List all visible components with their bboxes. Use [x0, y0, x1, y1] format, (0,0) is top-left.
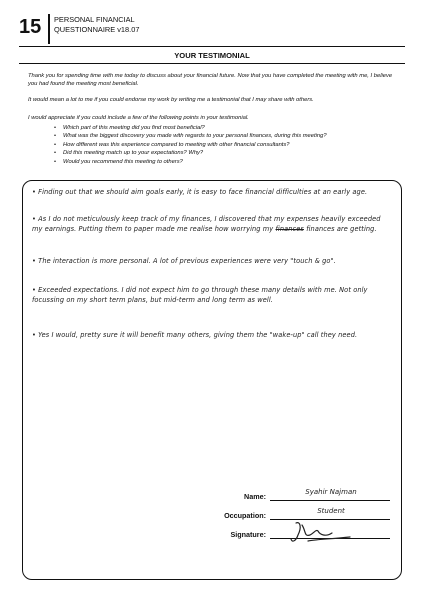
header-title-line2: QUESTIONNAIRE v18.07 — [54, 24, 140, 34]
header-rule — [19, 46, 405, 47]
name-label: Name: — [244, 492, 266, 501]
intro-paragraph-1: Thank you for spending time with me today to discuss about your financial future. Now that you have completed the meeting with me, I believe you had found the meeting most beneficial. — [28, 73, 393, 87]
prompt-item: • Which part of this meeting did you find most beneficial? — [63, 124, 327, 132]
prompt-item: • Did this meeting match up to your expectations? Why? — [63, 149, 327, 157]
header-title-line1: PERSONAL FINANCIAL — [54, 15, 135, 24]
intro-paragraph-3: I would appreciate if you could include a few of the following points in your testimonial. — [28, 115, 249, 121]
section-title: YOUR TESTIMONIAL — [174, 51, 250, 60]
testimonial-point-3: • The interaction is more personal. A lot of previous experiences were very "touch & go". — [32, 257, 336, 265]
signature-mark — [288, 517, 358, 547]
testimonial-point-2-end: finances are getting. — [306, 225, 377, 233]
occupation-label: Occupation: — [224, 511, 266, 520]
testimonial-point-2 — [32, 214, 382, 234]
prompt-item: • How different was this experience compared to meeting with other financial consultants? — [63, 141, 327, 149]
testimonial-point-5: • Yes I would, pretty sure it will benefit many others, giving them the "wake-up" call they need. — [32, 331, 358, 339]
header-title — [54, 15, 139, 34]
name-line — [270, 500, 390, 501]
testimonial-struck-word: finances — [275, 225, 304, 233]
prompt-item: • Would you recommend this meeting to others? — [63, 158, 327, 166]
intro-paragraph-2: It would mean a lot to me if you could endorse my work by writing me a testimonial that I may share with others. — [28, 97, 314, 103]
prompt-list — [63, 124, 327, 166]
testimonial-point-4: • Exceeded expectations. I did not expect him to go through these many details with me. Not only focussing on my short term plans, but mid-term and long term as well. — [32, 286, 368, 304]
testimonial-point-1: • Finding out that we should aim goals early, it is easy to face financial difficulties at an early age. — [32, 188, 368, 196]
signature-stroke — [291, 523, 350, 541]
testimonial-point-2-text: • As I do not meticulously keep track of my finances, I discovered that my expenses heavily exceeded my earnings. Putting them to paper made me realise how worrying my — [32, 215, 381, 233]
name-value: Syahir Najman — [305, 488, 357, 496]
occupation-value: Student — [317, 507, 345, 515]
header-divider — [48, 14, 50, 44]
section-rule — [19, 63, 405, 64]
signature-label: Signature: — [230, 530, 266, 539]
page-number: 15 — [19, 16, 42, 38]
prompt-item: • What was the biggest discovery you made with regards to your personal finances, during this meeting? — [63, 132, 327, 140]
